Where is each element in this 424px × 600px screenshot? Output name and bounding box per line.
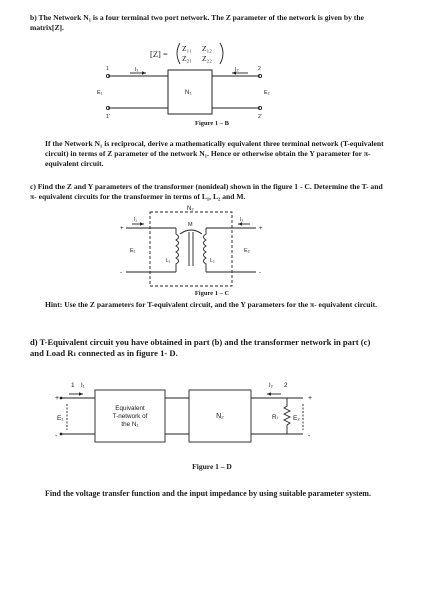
- fig-d-input-terminal-bottom: [60, 433, 63, 436]
- fig-d-plus1-label: +: [55, 395, 60, 402]
- fig-d-input-terminal-top: [60, 397, 63, 400]
- fig-c-coil-l1: [176, 228, 179, 272]
- matrix-z12: Z₁₂: [202, 44, 212, 53]
- fig-c-arrowhead-i1: [140, 222, 144, 225]
- part-b-question: If the Network N₁ is reciprocal, derive a mathematically equivalent three terminal network (T-equivalent circuit) in terms of Z parameter of the network N₁. Hence or otherwise obtain the Y parameter for π- equivalent circuit.: [45, 139, 384, 168]
- fig-b-t2-label: 2: [258, 66, 261, 72]
- fig-b-arrowhead-i1: [142, 71, 146, 74]
- fig-d-arrowhead-i1: [79, 392, 83, 395]
- part-b-label: b): [30, 13, 37, 22]
- fig-d-load-resistor: [284, 398, 290, 434]
- fig-d-t2-label: 2: [284, 382, 288, 389]
- fig-c-l2-label: L₂: [210, 258, 215, 264]
- fig-b-t2b-label: 2': [258, 114, 262, 120]
- fig-d-arrowhead-i2: [267, 392, 271, 395]
- figure-1d-diagram: [55, 378, 335, 450]
- fig-b-i1-label: I₁: [135, 67, 139, 73]
- part-c-hint: Hint: Use the Z parameters for T-equivalent circuit, and the Y parameters for the π- equivalent circuit.: [45, 300, 378, 309]
- fig-c-plus2-label: +: [259, 226, 263, 232]
- fig-d-rl-label: Rₗ: [272, 414, 278, 421]
- fig-b-e2-label: E₂: [264, 90, 270, 96]
- fig-b-t1-label: 1: [106, 66, 109, 72]
- figure-1d-caption: Figure 1 – D: [192, 462, 232, 471]
- part-d-text: d) T-Equivalent circuit you have obtained in part (b) and the transformer network in part (c) and Load Rₗ connected as in figure 1- D.: [30, 337, 371, 358]
- fig-d-e2-label: E₂: [293, 415, 300, 422]
- fig-d-plus2-label: +: [308, 395, 313, 402]
- fig-b-t1b-label: 1': [106, 114, 110, 120]
- figure-1b-caption: Figure 1 – B: [194, 120, 229, 127]
- matrix-lhs: [Z] =: [150, 49, 168, 59]
- part-c-text: c) Find the Z and Y parameters of the transformer (nonideal) shown in the figure 1 - C. Determine the T- and π- equivalent circuits for the transformer in terms of L₁, L₂ and M.: [30, 182, 383, 201]
- fig-c-mutual-arc: [180, 230, 202, 234]
- part-d-question: Find the voltage transfer function and the input impedance by using suitable parameter system.: [45, 489, 371, 498]
- fig-d-i2-label: I₂: [269, 383, 273, 389]
- fig-b-e1-label: E₁: [97, 90, 103, 96]
- fig-c-m-label: M: [188, 222, 193, 228]
- figure-1c-diagram: [118, 204, 268, 294]
- fig-d-e1-label: E₁: [57, 415, 64, 422]
- fig-c-minus1-label: -: [120, 270, 122, 276]
- part-b-text: [30, 13, 386, 33]
- part-b-statement: The Network N₁ is a four terminal two port network. The Z parameter of the network is given by the matrix[Z].: [30, 13, 364, 32]
- fig-c-i1-label: I₁: [134, 217, 138, 223]
- fig-b-i2-label: I₂: [235, 67, 239, 73]
- fig-c-e1-label: E₁: [130, 248, 136, 254]
- z-matrix-equation: [150, 40, 250, 68]
- matrix-z22: Z₂₂: [202, 54, 212, 63]
- fig-d-minus2-label: -: [308, 433, 311, 440]
- fig-d-box1-line1: Equivalent: [115, 405, 145, 412]
- fig-b-box-label: N₁: [185, 90, 192, 96]
- fig-c-minus2-label: -: [259, 270, 261, 276]
- matrix-z21: Z₂₁: [182, 54, 192, 63]
- fig-c-l1-label: L₁: [166, 258, 171, 264]
- fig-c-n2-label: N₂: [187, 206, 194, 212]
- matrix-right-paren: [220, 43, 223, 64]
- fig-c-i2-label: I₂: [240, 217, 244, 223]
- figure-1b-diagram: [97, 66, 280, 120]
- fig-d-minus1-label: -: [55, 433, 58, 440]
- fig-c-e2-label: E₂: [244, 248, 250, 254]
- fig-d-t1-label: 1: [71, 382, 75, 389]
- matrix-z11: Z₁₁: [182, 44, 192, 53]
- fig-d-box1-line3: the N₁: [121, 421, 139, 428]
- figure-1c-caption: Figure 1 – C: [194, 290, 230, 297]
- matrix-left-paren: [177, 43, 180, 64]
- fig-c-coil-l2: [204, 228, 207, 272]
- fig-c-plus1-label: +: [120, 226, 124, 232]
- fig-d-i1-label: I₁: [81, 383, 85, 389]
- fig-d-box2-label: N₂: [216, 413, 224, 420]
- fig-d-box1-line2: T-network of: [112, 413, 148, 420]
